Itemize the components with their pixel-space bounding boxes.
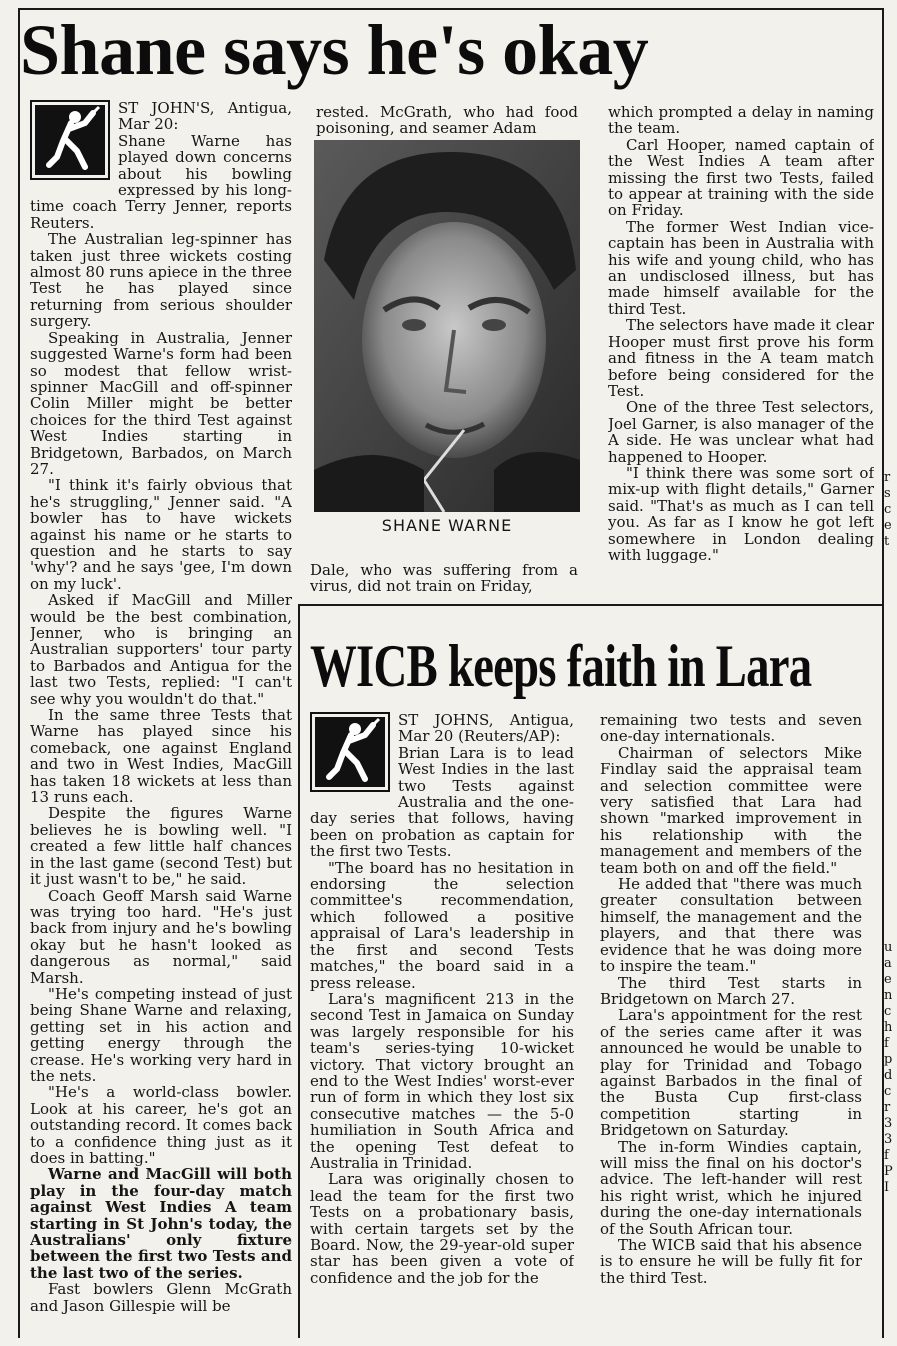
story2-headline: WICB keeps faith in Lara	[310, 633, 812, 699]
story2-dateline: ST JOHNS, Antigua, Mar 20 (Reuters/AP):	[398, 712, 574, 746]
column-divider-rule	[298, 604, 300, 1338]
story1-column-1	[30, 100, 292, 1332]
top-frame-rule	[18, 8, 884, 10]
story1-paragraph: The former West Indian vice-captain has been in Australia with his wife and young child, who has an undisclosed illness, but has made himself available for the third Test.	[608, 217, 874, 318]
story2-paragraph: Chairman of selectors Mike Findlay said the appraisal team and selection committee were very satisfied that Lara had shown "marked improvement in his relationship with the management and members of the team both on and off the field."	[600, 743, 862, 877]
sports-logo	[30, 100, 110, 180]
story1-paragraph: Dale, who was suffering from a virus, did not train on Friday,	[310, 562, 578, 596]
story1-paragraph: "I think it's fairly obvious that he's struggling," Jenner said. "A bowler has to have wickets against his name or he starts to question and he starts to say 'why'? and he says 'gee, I'm down on my luck'.	[30, 476, 292, 593]
left-frame-rule	[18, 8, 20, 1338]
cricketer-icon	[315, 717, 385, 787]
photo-caption: SHANE WARNE	[381, 516, 513, 535]
story1-paragraph: One of the three Test selectors, Joel Garner, is also manager of the A side. He was unclear what had happened to Hooper.	[608, 398, 874, 466]
story1-paragraph: "I think there was some sort of mix-up with flight details," Garner said. "That's as much as I can tell you. As far as I know he got left somewhere in London dealing with luggage."	[608, 463, 874, 564]
adjacent-article-fragment: u a e n c h f p d c r 3 3 f P I	[884, 940, 893, 1195]
story1-paragraph: Speaking in Australia, Jenner suggested Warne's form had been so modest that fellow wrist-spinner MacGill and off-spinner Colin Miller might be better choices for the third Test against West Indies starting in Bridgetown, Barbados, on March 27.	[30, 328, 292, 478]
story1-paragraph: Despite the figures Warne believes he is bowling well. "I created a few little half chances in the last game (second Test) but it just wasn't to be," he said.	[30, 804, 292, 889]
story1-paragraph: Carl Hooper, named captain of the West Indies A team after missing the first two Tests, failed to appear at training with the side on Friday.	[608, 135, 874, 220]
story2-paragraph: The WICB said that his absence is to ensure he will be fully fit for the third Test.	[600, 1236, 862, 1287]
story1-paragraph: The Australian leg-spinner has taken just three wickets costing almost 80 runs apiece in the three Test he has played since returning from serious shoulder surgery.	[30, 230, 292, 331]
story2-paragraph: The in-form Windies captain, will miss the final on his doctor's advice. The left-hander will rest his right wrist, which he injured during the one-day internationals of the South African tour.	[600, 1137, 862, 1238]
sports-logo	[310, 712, 390, 792]
story1-paragraph: "He's competing instead of just being Shane Warne and relaxing, getting set in his action and getting energy through the crease. He's working very hard in the nets.	[30, 984, 292, 1085]
story2-column-2	[600, 712, 862, 1332]
story2-paragraph: Lara's appointment for the rest of the series came after it was announced he would be unable to play for Trinidad and Tobago against Barbados in the final of the Busta Cup first-class competition starting in Bridgetown on Saturday.	[600, 1006, 862, 1140]
story1-bold-paragraph: Warne and MacGill will both play in the four-day match against West Indies A team starting in St John's today, the Australians' only fixture between the first two Tests and the last two of the series.	[30, 1165, 292, 1282]
story2-paragraph: "The board has no hesitation in endorsing the selection committee's recommendation, which followed a positive appraisal of Lara's leadership in the first and second Tests matches," the board said in a press release.	[310, 858, 574, 992]
story1-paragraph: Fast bowlers Glenn McGrath and Jason Gillespie will be	[30, 1280, 292, 1315]
story1-column-2-bottom	[310, 562, 578, 598]
story1-paragraph: The selectors have made it clear Hooper must first prove his form and fitness in the A team match before being considered for the Test.	[608, 316, 874, 400]
story2-paragraph: remaining two tests and seven one-day internationals.	[600, 712, 862, 746]
story1-paragraph: which prompted a delay in naming the team.	[608, 104, 874, 138]
story1-paragraph: Shane Warne has played down concerns about his bowling expressed by his long-time coach Terry Jenner, reports Reuters.	[30, 131, 292, 232]
portrait-image	[314, 140, 580, 512]
story2-paragraph: Lara's magnificent 213 in the second Test in Jamaica on Sunday was largely responsible for his team's series-tying 10-wicket victory. That victory brought an end to the West Indies' worst-ever run of form in which they lost six consecutive matches — the 5-0 humiliation in South Africa and the opening Test defeat to Australia in Trinidad.	[310, 989, 574, 1172]
shane-warne-photo	[314, 140, 580, 512]
story1-column-3	[608, 104, 874, 600]
story1-headline: Shane says he's okay	[20, 10, 649, 90]
story1-paragraph: rested. McGrath, who had food poisoning, and seamer Adam	[316, 104, 578, 138]
story1-dateline: ST JOHN'S, Antigua, Mar 20:	[118, 100, 292, 134]
story-divider-rule	[298, 604, 882, 606]
story1-paragraph: In the same three Tests that Warne has played since his comeback, one against England and two in West Indies, MacGill has taken 18 wickets at less than 13 runs each.	[30, 706, 292, 807]
story1-paragraph: "He's a world-class bowler. Look at his career, he's got an outstanding record. It comes back to a confidence thing just as it does in batting."	[30, 1083, 292, 1167]
story2-paragraph: Brian Lara is to lead West Indies in the last two Tests against Australia and the one-day series that follows, having been on probation as captain for the first two Tests.	[310, 743, 574, 861]
story2-paragraph: Lara was originally chosen to lead the team for the first two Tests on a probationary basis, with certain targets set by the Board. Now, the 29-year-old super star has been given a vote of confidence and the job for the	[310, 1170, 574, 1287]
cricketer-icon	[35, 105, 105, 175]
story2-paragraph: The third Test starts in Bridgetown on March 27.	[600, 973, 862, 1008]
story1-paragraph: Asked if MacGill and Miller would be the best combination, Jenner, who is bringing an Australian supporters' tour party to Barbados and Antigua for the last two Tests, replied: "I can't see why you wouldn't do that."	[30, 591, 292, 708]
adjacent-article-fragment: r s c e t	[884, 470, 892, 549]
story2-paragraph: He added that "there was much greater consultation between himself, the management and the players, and that there was evidence that he was doing more to inspire the team."	[600, 875, 862, 976]
story1-column-2-top	[316, 104, 578, 140]
story1-paragraph: Coach Geoff Marsh said Warne was trying too hard. "He's just back from injury and he's bowling okay but he hasn't looked as dangerous as normal," said Marsh.	[30, 886, 292, 987]
story2-column-1	[310, 712, 574, 1332]
